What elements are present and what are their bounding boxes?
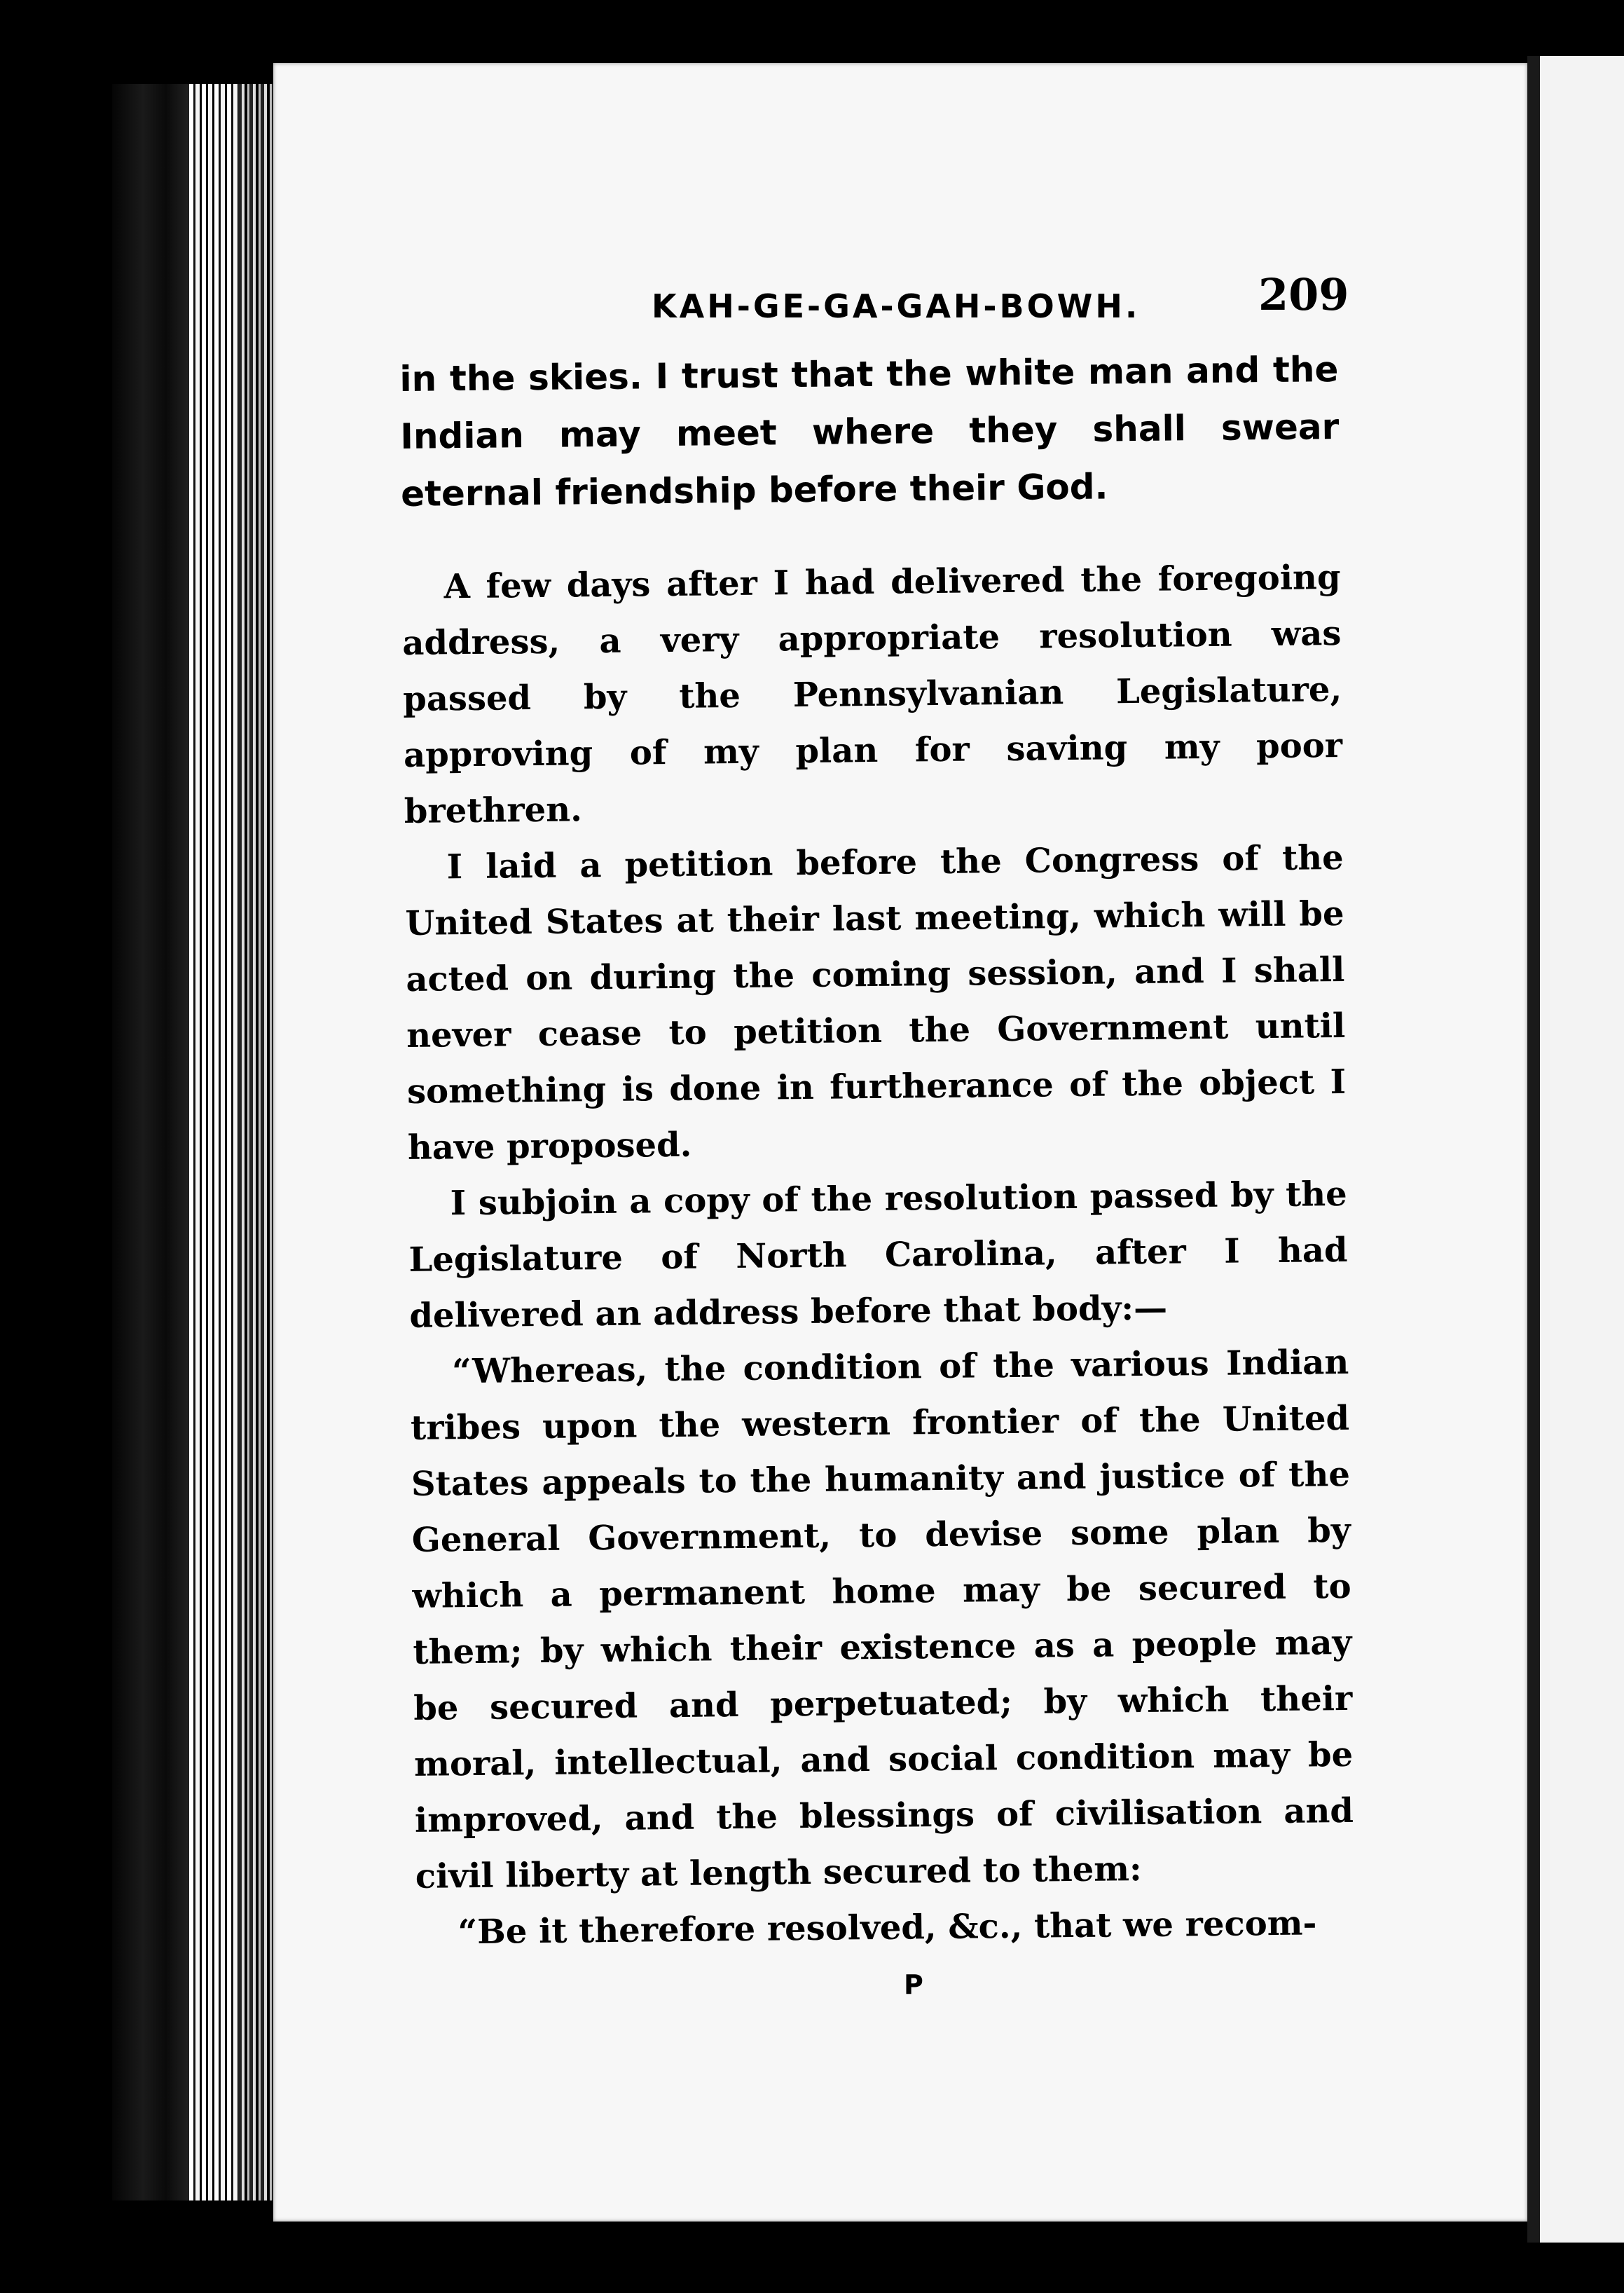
paragraph: A few days after I had delivered the foregoing address, a very appropriate resolution was passed by the Pennsylvanian Legislature, approving of my plan for saving my poor brethren. <box>402 557 1343 831</box>
page-number: 209 <box>1258 269 1349 320</box>
page-edges-dark <box>112 84 189 2200</box>
running-header <box>273 269 1527 343</box>
facing-page-edge <box>1527 56 1624 2243</box>
book-page <box>273 63 1527 2222</box>
body-text <box>399 341 1355 1961</box>
quoted-paragraph: “Whereas, the condition of the various Indian tribes upon the western frontier of the United States appeals to the humanity and justice of the General Government, to devise some plan by which a permanent home may be secured to them; by which their existence as a people may be secured and perpetuated; by which their moral, intellectual, and social condition may be improved, and the blessings of civilisation and civil liberty at length secured to them: <box>410 1342 1354 1896</box>
running-title: KAH-GE-GA-GAH-BOWH. <box>652 287 1141 325</box>
signature-mark: P <box>904 1969 923 2000</box>
page-edges-mid <box>238 84 273 2200</box>
paragraph: I subjoin a copy of the resolution passed by the Legislature of North Carolina, after I had delivered an address before that body:— <box>408 1174 1348 1336</box>
quoted-paragraph: “Be it therefore resolved, &c., that we recom- <box>457 1903 1317 1952</box>
paragraph: I laid a petition before the Congress of the United States at their last meeting, which will be acted on during the coming session, and I shall never cease to petition the Government until something is done in furtherance of the object I have proposed. <box>405 837 1347 1168</box>
paragraph: in the skies. I trust that the white man and the Indian may meet where they shall swear eternal friendship before their God. <box>399 348 1340 514</box>
page-edges-light <box>189 84 238 2200</box>
